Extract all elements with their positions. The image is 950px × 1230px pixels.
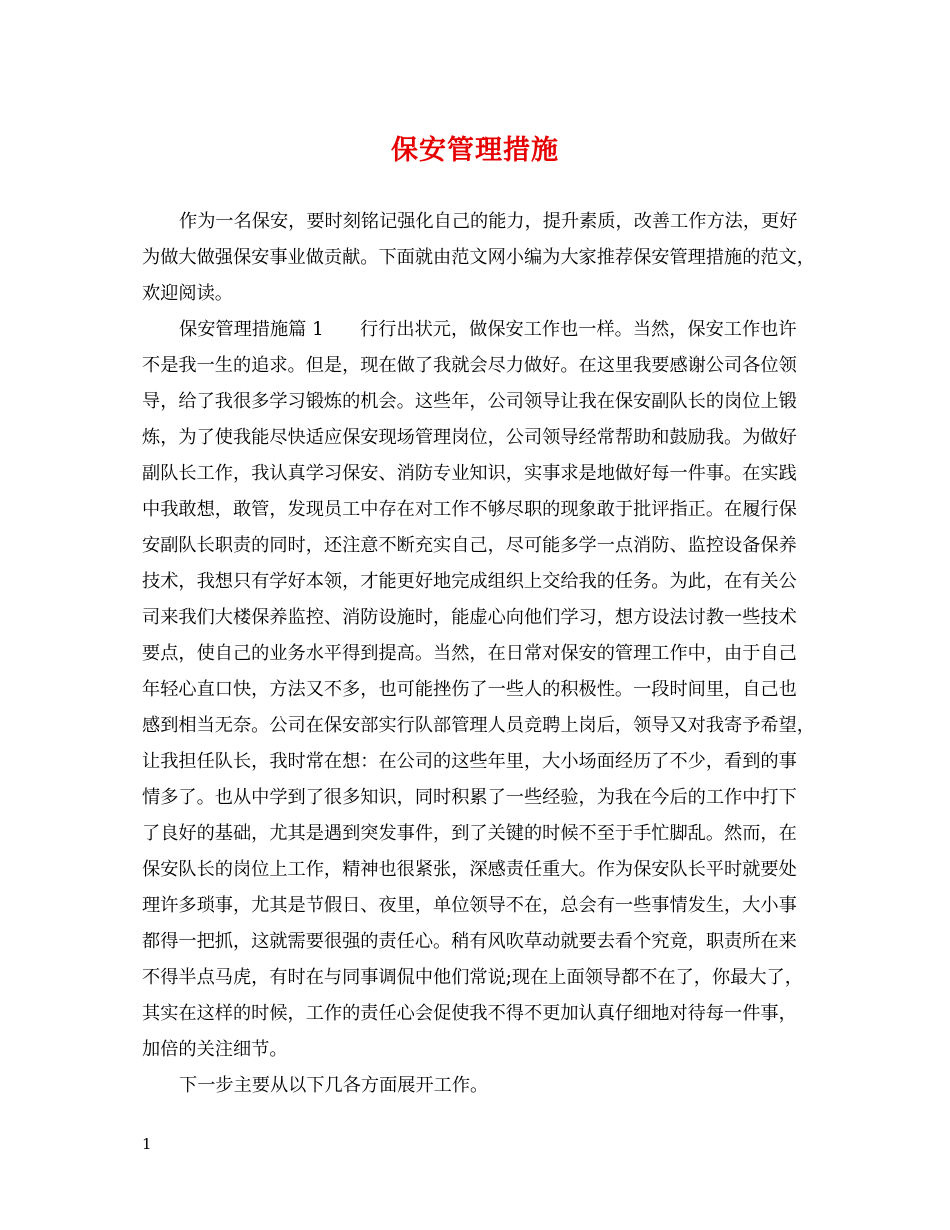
paragraph-line: 不是我一生的追求。但是，现在做了我就会尽力做好。在这里我要感谢公司各位领 <box>142 355 797 376</box>
paragraph-line: 为做大做强保安事业做贡献。下面就由范文网小编为大家推荐保安管理措施的范文， <box>142 247 815 268</box>
paragraph-line: 导，给了我很多学习锻炼的机会。这些年，公司领导让我在保安副队长的岗位上锻 <box>142 391 797 412</box>
paragraph-line: 情多了。也从中学到了很多知识，同时积累了一些经验，为我在今后的工作中打下 <box>142 787 797 808</box>
document-body <box>142 204 822 1104</box>
paragraph-line: 了良好的基础，尤其是遇到突发事件，到了关键的时候不至于手忙脚乱。然而，在 <box>142 823 797 844</box>
paragraph-line: 年轻心直口快，方法又不多，也可能挫伤了一些人的积极性。一段时间里，自己也 <box>142 679 797 700</box>
paragraph-line: 下一步主要从以下几各方面展开工作。 <box>179 1075 489 1096</box>
paragraph-line: 要点，使自己的业务水平得到提高。当然，在日常对保安的管理工作中，由于自己 <box>142 643 797 664</box>
paragraph-line: 中我敢想，敢管，发现员工中存在对工作不够尽职的现象敢于批评指正。在履行保 <box>142 499 797 520</box>
document-title: 保安管理措施 <box>391 135 559 166</box>
paragraph-line: 加倍的关注细节。 <box>142 1039 288 1060</box>
paragraph-line: 理许多琐事，尤其是节假日、夜里，单位领导不在，总会有一些事情发生，大小事 <box>142 895 797 916</box>
paragraph-line: 感到相当无奈。公司在保安部实行队部管理人员竞聘上岗后，领导又对我寄予希望， <box>142 715 815 736</box>
paragraph-line: 不得半点马虎，有时在与同事调侃中他们常说;现在上面领导都不在了，你最大了， <box>142 967 803 988</box>
paragraph-line: 技术，我想只有学好本领，才能更好地完成组织上交给我的任务。为此，在有关公 <box>142 571 797 592</box>
paragraph-line: 让我担任队长，我时常在想：在公司的这些年里，大小场面经历了不少，看到的事 <box>142 751 797 772</box>
paragraph-line: 安副队长职责的同时，还注意不断充实自己，尽可能多学一点消防、监控设备保养 <box>142 535 797 556</box>
paragraph-line: 保安队长的岗位上工作，精神也很紧张，深感责任重大。作为保安队长平时就要处 <box>142 859 797 880</box>
page-number: 1 <box>142 1135 152 1153</box>
paragraph-line: 都得一把抓，这就需要很强的责任心。稍有风吹草动就要去看个究竟，职责所在来 <box>142 931 797 952</box>
paragraph-line: 保安管理措施篇 1 行行出状元，做保安工作也一样。当然，保安工作也许 <box>179 319 797 340</box>
paragraph-line: 司来我们大楼保养监控、消防设施时，能虚心向他们学习，想方设法讨教一些技术 <box>142 607 797 628</box>
paragraph-line: 炼，为了使我能尽快适应保安现场管理岗位，公司领导经常帮助和鼓励我。为做好 <box>142 427 797 448</box>
paragraph-line: 欢迎阅读。 <box>142 283 233 304</box>
paragraph-line: 其实在这样的时候，工作的责任心会促使我不得不更加认真仔细地对待每一件事， <box>142 1003 797 1024</box>
paragraph-line: 副队长工作，我认真学习保安、消防专业知识，实事求是地做好每一件事。在实践 <box>142 463 797 484</box>
paragraph-line: 作为一名保安，要时刻铭记强化自己的能力，提升素质，改善工作方法，更好 <box>179 211 798 232</box>
